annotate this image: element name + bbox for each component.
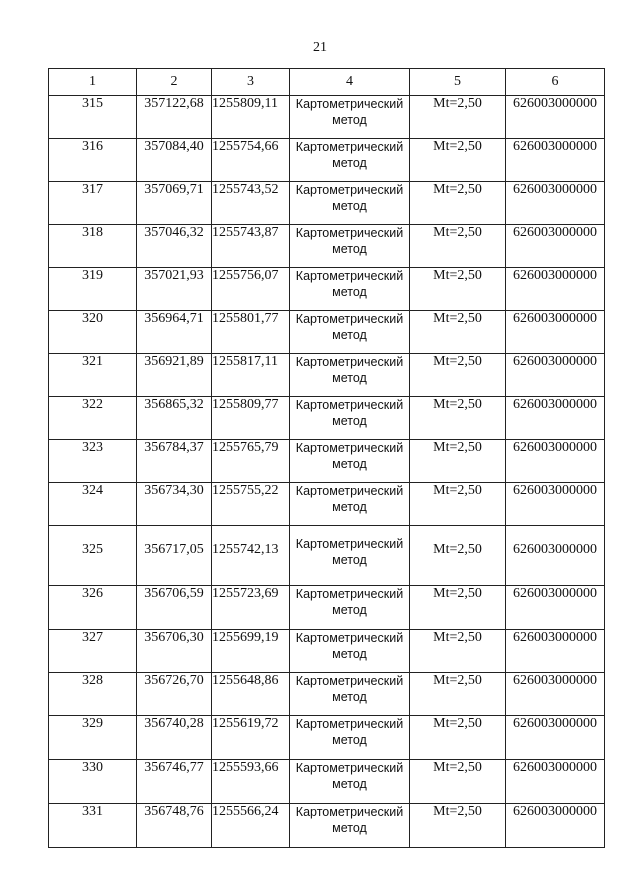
point-number-cell: 320 — [49, 311, 137, 354]
method-cell — [290, 586, 410, 630]
code-cell: 626003000000 — [506, 526, 605, 586]
method-cell — [290, 182, 410, 225]
x-coordinate-cell: 356726,70 — [137, 673, 212, 716]
table-row — [49, 225, 605, 268]
method-line: Картометрический — [295, 226, 404, 240]
method-line: метод — [332, 821, 367, 835]
code-cell: 626003000000 — [506, 673, 605, 716]
point-number-cell: 322 — [49, 397, 137, 440]
method-line: Картометрический — [295, 312, 404, 326]
y-coordinate-cell: 1255743,52 — [212, 182, 290, 225]
y-coordinate-cell: 1255743,87 — [212, 225, 290, 268]
point-number-cell: 327 — [49, 630, 137, 673]
table-row — [49, 804, 605, 848]
code-cell: 626003000000 — [506, 440, 605, 483]
point-number-cell: 315 — [49, 96, 137, 139]
accuracy-cell: Mt=2,50 — [410, 716, 506, 760]
method-cell — [290, 139, 410, 182]
x-coordinate-cell: 356748,76 — [137, 804, 212, 848]
accuracy-cell: Mt=2,50 — [410, 760, 506, 804]
point-number-cell: 316 — [49, 139, 137, 182]
method-line: метод — [332, 457, 367, 471]
code-cell: 626003000000 — [506, 397, 605, 440]
accuracy-cell: Mt=2,50 — [410, 268, 506, 311]
method-line: метод — [332, 733, 367, 747]
method-cell — [290, 397, 410, 440]
y-coordinate-cell: 1255756,07 — [212, 268, 290, 311]
point-number-cell: 325 — [49, 526, 137, 586]
y-coordinate-cell: 1255699,19 — [212, 630, 290, 673]
table-body — [49, 96, 605, 848]
method-line: Картометрический — [295, 805, 404, 819]
table-row — [49, 139, 605, 182]
table-row — [49, 586, 605, 630]
method-line: метод — [332, 113, 367, 127]
method-line: Картометрический — [295, 537, 404, 551]
accuracy-cell: Mt=2,50 — [410, 397, 506, 440]
x-coordinate-cell: 357084,40 — [137, 139, 212, 182]
y-coordinate-cell: 1255619,72 — [212, 716, 290, 760]
x-coordinate-cell: 356746,77 — [137, 760, 212, 804]
accuracy-cell: Mt=2,50 — [410, 225, 506, 268]
point-number-cell: 323 — [49, 440, 137, 483]
method-cell — [290, 354, 410, 397]
code-cell: 626003000000 — [506, 311, 605, 354]
table-row — [49, 397, 605, 440]
method-cell — [290, 440, 410, 483]
accuracy-cell: Mt=2,50 — [410, 96, 506, 139]
method-line: метод — [332, 285, 367, 299]
y-coordinate-cell: 1255817,11 — [212, 354, 290, 397]
y-coordinate-cell: 1255742,13 — [212, 526, 290, 586]
point-number-cell: 321 — [49, 354, 137, 397]
method-line: метод — [332, 242, 367, 256]
point-number-cell: 319 — [49, 268, 137, 311]
method-line: метод — [332, 199, 367, 213]
code-cell: 626003000000 — [506, 225, 605, 268]
table-row — [49, 673, 605, 716]
code-cell: 626003000000 — [506, 268, 605, 311]
code-cell: 626003000000 — [506, 483, 605, 526]
method-line: Картометрический — [295, 674, 404, 688]
x-coordinate-cell: 356921,89 — [137, 354, 212, 397]
page-number: 21 — [313, 40, 327, 55]
method-line: Картометрический — [295, 355, 404, 369]
column-header: 1 — [49, 69, 137, 96]
accuracy-cell: Mt=2,50 — [410, 440, 506, 483]
coordinates-table — [48, 68, 605, 848]
y-coordinate-cell: 1255809,11 — [212, 96, 290, 139]
method-line: Картометрический — [295, 269, 404, 283]
table-row — [49, 354, 605, 397]
accuracy-cell: Mt=2,50 — [410, 804, 506, 848]
method-line: Картометрический — [295, 631, 404, 645]
method-line: Картометрический — [295, 398, 404, 412]
method-cell — [290, 716, 410, 760]
method-line: Картометрический — [295, 717, 404, 731]
x-coordinate-cell: 356740,28 — [137, 716, 212, 760]
method-line: метод — [332, 156, 367, 170]
method-cell — [290, 760, 410, 804]
x-coordinate-cell: 357046,32 — [137, 225, 212, 268]
accuracy-cell: Mt=2,50 — [410, 630, 506, 673]
table-row — [49, 268, 605, 311]
code-cell: 626003000000 — [506, 354, 605, 397]
point-number-cell: 326 — [49, 586, 137, 630]
table-row — [49, 311, 605, 354]
code-cell: 626003000000 — [506, 182, 605, 225]
method-line: Картометрический — [295, 441, 404, 455]
point-number-cell: 331 — [49, 804, 137, 848]
table-row — [49, 96, 605, 139]
method-line: Картометрический — [295, 97, 404, 111]
table-header-row — [49, 69, 605, 96]
method-cell — [290, 96, 410, 139]
column-header: 4 — [290, 69, 410, 96]
method-line: метод — [332, 690, 367, 704]
code-cell: 626003000000 — [506, 96, 605, 139]
column-header: 6 — [506, 69, 605, 96]
accuracy-cell: Mt=2,50 — [410, 182, 506, 225]
method-cell — [290, 268, 410, 311]
point-number-cell: 330 — [49, 760, 137, 804]
y-coordinate-cell: 1255566,24 — [212, 804, 290, 848]
y-coordinate-cell: 1255723,69 — [212, 586, 290, 630]
accuracy-cell: Mt=2,50 — [410, 139, 506, 182]
method-line: метод — [332, 553, 367, 567]
code-cell: 626003000000 — [506, 586, 605, 630]
method-line: Картометрический — [295, 183, 404, 197]
table-row — [49, 182, 605, 225]
method-line: метод — [332, 647, 367, 661]
x-coordinate-cell: 356865,32 — [137, 397, 212, 440]
y-coordinate-cell: 1255593,66 — [212, 760, 290, 804]
table-row — [49, 526, 605, 586]
point-number-cell: 328 — [49, 673, 137, 716]
table-row — [49, 630, 605, 673]
accuracy-cell: Mt=2,50 — [410, 311, 506, 354]
x-coordinate-cell: 356784,37 — [137, 440, 212, 483]
code-cell: 626003000000 — [506, 139, 605, 182]
table-row — [49, 716, 605, 760]
y-coordinate-cell: 1255765,79 — [212, 440, 290, 483]
y-coordinate-cell: 1255809,77 — [212, 397, 290, 440]
table-row — [49, 440, 605, 483]
code-cell: 626003000000 — [506, 716, 605, 760]
y-coordinate-cell: 1255801,77 — [212, 311, 290, 354]
method-line: Картометрический — [295, 761, 404, 775]
method-line: метод — [332, 414, 367, 428]
accuracy-cell: Mt=2,50 — [410, 586, 506, 630]
code-cell: 626003000000 — [506, 804, 605, 848]
accuracy-cell: Mt=2,50 — [410, 526, 506, 586]
method-line: метод — [332, 777, 367, 791]
method-cell — [290, 483, 410, 526]
table-row — [49, 483, 605, 526]
accuracy-cell: Mt=2,50 — [410, 354, 506, 397]
y-coordinate-cell: 1255755,22 — [212, 483, 290, 526]
method-line: метод — [332, 500, 367, 514]
point-number-cell: 317 — [49, 182, 137, 225]
y-coordinate-cell: 1255648,86 — [212, 673, 290, 716]
point-number-cell: 329 — [49, 716, 137, 760]
table-row — [49, 760, 605, 804]
x-coordinate-cell: 357021,93 — [137, 268, 212, 311]
y-coordinate-cell: 1255754,66 — [212, 139, 290, 182]
method-cell — [290, 311, 410, 354]
column-header: 2 — [137, 69, 212, 96]
method-cell — [290, 526, 410, 586]
x-coordinate-cell: 356706,30 — [137, 630, 212, 673]
method-cell — [290, 630, 410, 673]
method-line: Картометрический — [295, 587, 404, 601]
method-line: метод — [332, 328, 367, 342]
method-cell — [290, 673, 410, 716]
x-coordinate-cell: 357122,68 — [137, 96, 212, 139]
x-coordinate-cell: 356964,71 — [137, 311, 212, 354]
x-coordinate-cell: 356734,30 — [137, 483, 212, 526]
accuracy-cell: Mt=2,50 — [410, 673, 506, 716]
point-number-cell: 324 — [49, 483, 137, 526]
method-line: Картометрический — [295, 484, 404, 498]
x-coordinate-cell: 357069,71 — [137, 182, 212, 225]
column-header: 3 — [212, 69, 290, 96]
method-cell — [290, 804, 410, 848]
method-line: метод — [332, 603, 367, 617]
method-cell — [290, 225, 410, 268]
x-coordinate-cell: 356717,05 — [137, 526, 212, 586]
code-cell: 626003000000 — [506, 630, 605, 673]
code-cell: 626003000000 — [506, 760, 605, 804]
method-line: Картометрический — [295, 140, 404, 154]
x-coordinate-cell: 356706,59 — [137, 586, 212, 630]
point-number-cell: 318 — [49, 225, 137, 268]
accuracy-cell: Mt=2,50 — [410, 483, 506, 526]
column-header: 5 — [410, 69, 506, 96]
method-line: метод — [332, 371, 367, 385]
